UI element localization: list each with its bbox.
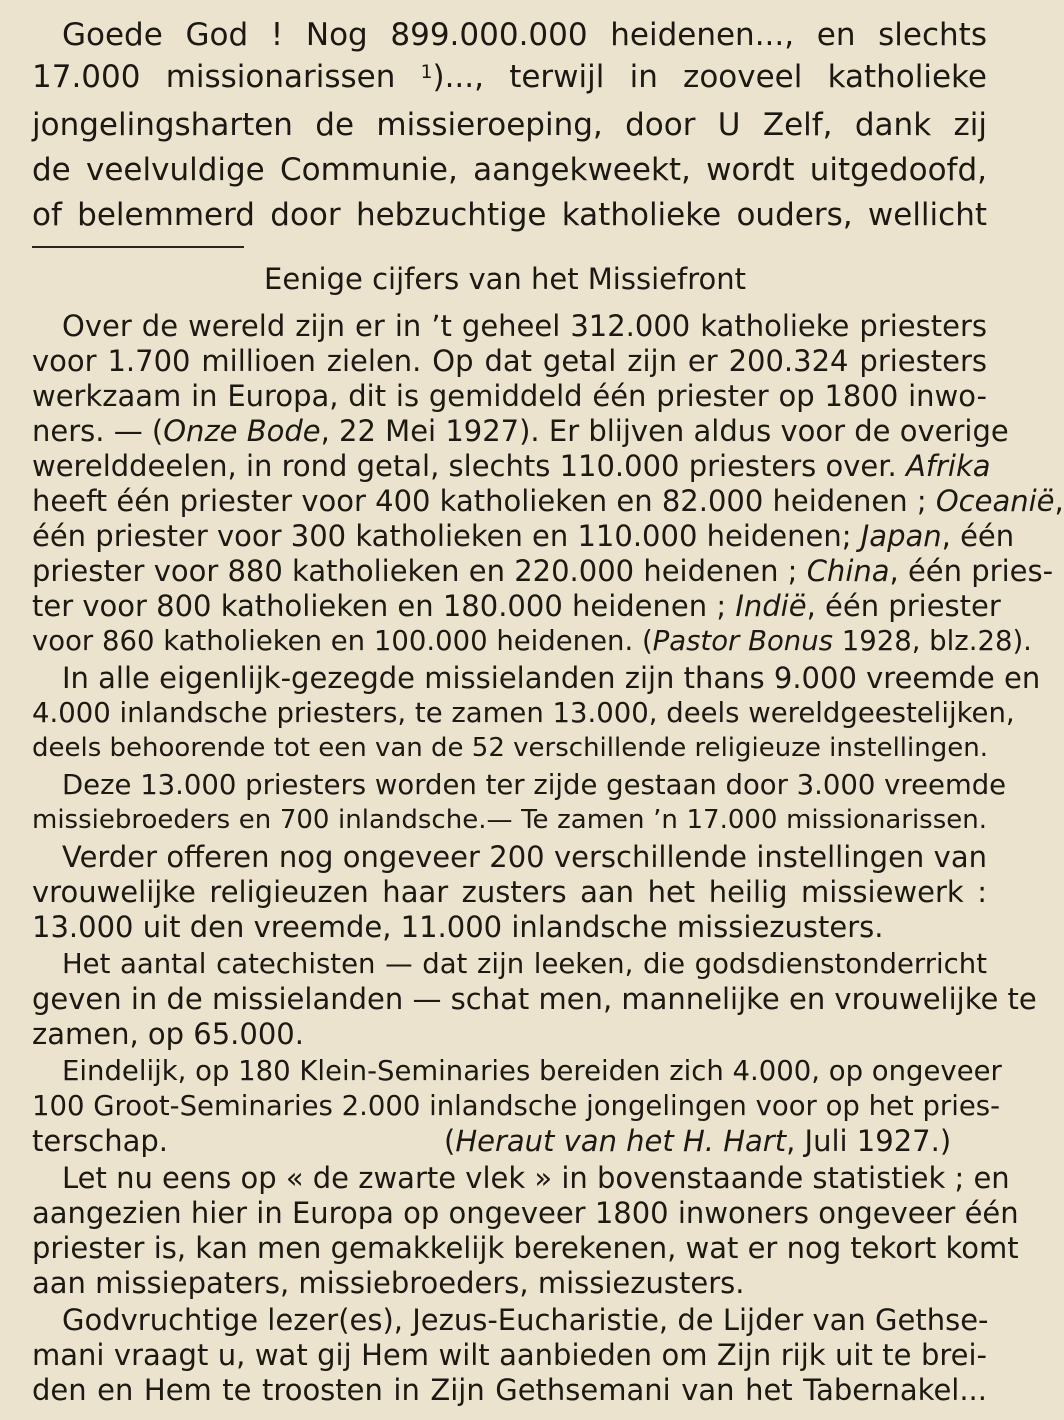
footnote-line: den en Hem te troosten in Zijn Gethsemani van het Tabernakel...	[32, 1373, 987, 1407]
footnote-line: priester is, kan men gemakkelijk berekenen, wat er nog tekort komt	[32, 1231, 1019, 1265]
footnote-line: priester voor 880 katholieken en 220.000 heidenen ; China, één pries-	[32, 554, 1054, 588]
footnote-line: voor 1.700 millioen zielen. Op dat getal zijn er 200.324 priesters	[32, 344, 987, 378]
footnote-line: Godvruchtige lezer(es), Jezus-Eucharistie, de Lijder van Gethse-	[62, 1303, 989, 1337]
footnote-line: aangezien hier in Europa op ongeveer 1800 inwoners ongeveer één	[32, 1196, 1019, 1230]
footnote-line: werelddeelen, in rond getal, slechts 110.000 priesters over. Afrika	[32, 449, 991, 483]
footnote-line: 100 Groot-Seminaries 2.000 inlandsche jongelingen voor op het pries-	[32, 1090, 1001, 1122]
footnote-separator	[32, 246, 244, 248]
main-text-line: Goede God ! Nog 899.000.000 heidenen..., en slechts	[62, 17, 987, 53]
footnote-line: Over de wereld zijn er in ’t geheel 312.000 katholieke priesters	[62, 309, 987, 343]
footnote-line: Het aantal catechisten — dat zijn leeken, die godsdienstonderricht	[62, 948, 987, 980]
footnote-line: geven in de missielanden — schat men, mannelijke en vrouwelijke te	[32, 982, 1037, 1016]
footnote-line: werkzaam in Europa, dit is gemiddeld één priester op 1800 inwo-	[32, 379, 987, 413]
footnote-line: zamen, op 65.000.	[32, 1017, 304, 1051]
footnote-heading: Eenige cijfers van het Missiefront	[264, 262, 746, 296]
footnote-marker: 1	[420, 62, 433, 83]
footnote-line: aan missiepaters, missiebroeders, missiezusters.	[32, 1266, 745, 1300]
footnote-line: Eindelijk, op 180 Klein-Seminaries bereiden zich 4.000, op ongeveer	[62, 1055, 1002, 1087]
footnote-line: voor 860 katholieken en 100.000 heidenen. (Pastor Bonus 1928, blz.28).	[32, 625, 1032, 657]
footnote-line: Verder offeren nog ongeveer 200 verschillende instellingen van	[62, 840, 987, 874]
footnote-line: deels behoorende tot een van de 52 verschillende religieuze instellingen.	[32, 733, 988, 763]
footnote-line: missiebroeders en 700 inlandsche.— Te zamen ’n 17.000 missionarissen.	[32, 805, 987, 835]
footnote-line: mani vraagt u, wat gij Hem wilt aanbieden om Zijn rijk uit te brei-	[32, 1338, 987, 1372]
footnote-line: In alle eigenlijk-gezegde missielanden zijn thans 9.000 vreemde en	[62, 661, 1041, 695]
footnote-line: ners. — (Onze Bode, 22 Mei 1927). Er blijven aldus voor de overige	[32, 414, 1009, 448]
footnote-line: Let nu eens op « de zwarte vlek » in bovenstaande statistiek ; en	[62, 1161, 1010, 1195]
footnote-line: ter voor 800 katholieken en 180.000 heidenen ; Indië, één priester	[32, 589, 1001, 623]
main-text-line: 17.000 missionarissen $^1$)..., terwijl in zooveel katholieke	[32, 59, 987, 95]
footnote-line: terschap. (Heraut van het H. Hart, Juli 1927.)	[32, 1124, 952, 1158]
footnote-line: Deze 13.000 priesters worden ter zijde gestaan door 3.000 vreemde	[62, 769, 1007, 801]
main-text-line: of belemmerd door hebzuchtige katholieke ouders, wellicht	[32, 197, 987, 233]
footnote-line: heeft één priester voor 400 katholieken en 82.000 heidenen ; Oceanië,	[32, 484, 1064, 518]
footnote-line: vrouwelijke religieuzen haar zusters aan het heilig missiewerk :	[32, 875, 987, 909]
main-text-line: de veelvuldige Communie, aangekweekt, wordt uitgedoofd,	[32, 152, 987, 188]
footnote-line: 13.000 uit den vreemde, 11.000 inlandsche missiezusters.	[32, 910, 884, 944]
footnote-line: één priester voor 300 katholieken en 110.000 heidenen; Japan, één	[32, 519, 1015, 553]
main-text-line: jongelingsharten de missieroeping, door U Zelf, dank zij	[32, 107, 987, 143]
footnote-line: 4.000 inlandsche priesters, te zamen 13.000, deels wereldgeestelijken,	[32, 697, 1015, 729]
